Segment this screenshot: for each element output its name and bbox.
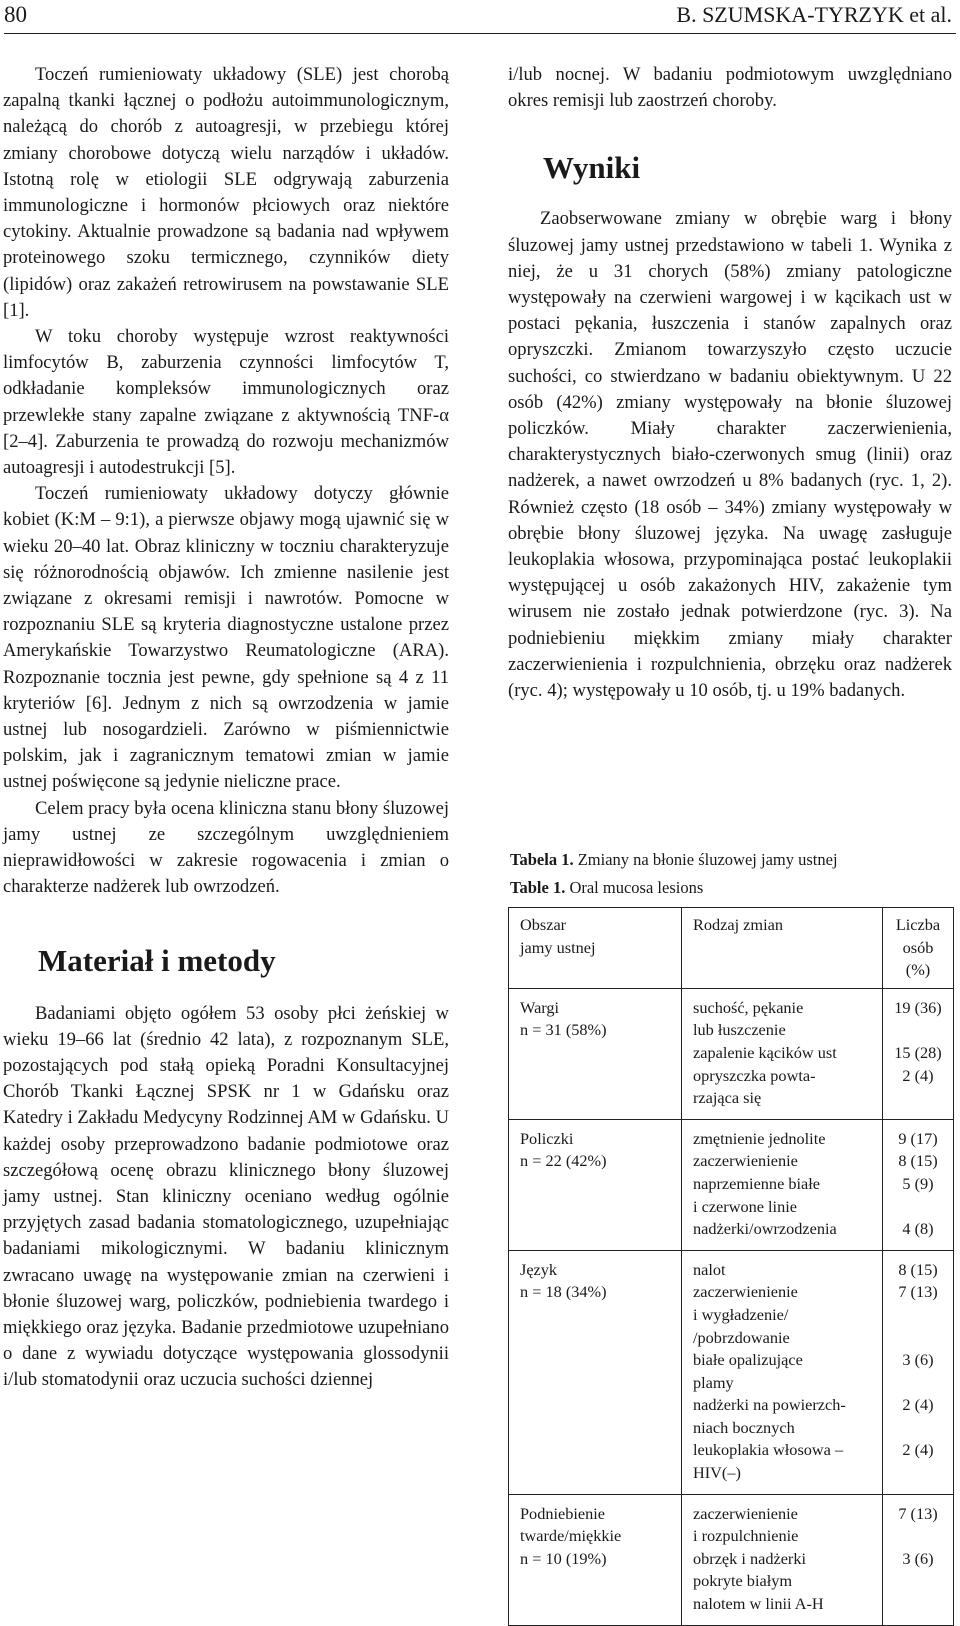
area-line: Język (520, 1259, 558, 1279)
type-line: zaczerwienienie (693, 1282, 798, 1302)
type-line: /pobrzdowanie (693, 1327, 790, 1347)
area-line: n = 10 (19%) (520, 1548, 607, 1568)
type-line: niach bocznych (693, 1417, 795, 1437)
continuation-paragraph: i/lub nocnej. W badaniu podmiotowym uwzględniano okres remisji lub zaostrzeń choroby. (508, 64, 952, 112)
type-line: pokryte białym (693, 1571, 793, 1591)
count-line (889, 1019, 947, 1042)
count-line (889, 1570, 947, 1593)
count-line (889, 1196, 947, 1219)
table-caption-en-text: Oral mucosa lesions (569, 878, 704, 897)
type-line: obrzęk i nadżerki (693, 1548, 807, 1568)
header-area (509, 908, 682, 989)
table-caption-en (510, 874, 950, 902)
count-line: 8 (15) (898, 1151, 938, 1171)
cell-types (682, 1494, 883, 1625)
table-caption-pl-label: Tabela 1. (510, 850, 574, 869)
page-number: 80 (4, 2, 27, 27)
type-line: i wygładzenie/ (693, 1304, 789, 1324)
area-line: Policzki (520, 1128, 574, 1148)
type-line: nadżerki/owrzodzenia (693, 1219, 837, 1239)
count-line (889, 1462, 947, 1485)
cell-area (509, 1119, 682, 1250)
table-header-row (509, 908, 954, 989)
cell-types (682, 1250, 883, 1494)
count-line: 9 (17) (898, 1128, 938, 1148)
count-line (889, 1327, 947, 1350)
count-line: 19 (36) (894, 997, 942, 1017)
header-type-text: Rodzaj zmian (693, 915, 783, 934)
left-column (3, 62, 449, 1394)
type-line: i rozpulchnienie (693, 1526, 799, 1546)
type-line: nalot (693, 1259, 726, 1279)
methods-paragraph: Badaniami objęto ogółem 53 osoby płci żeńskiej w wieku 19–66 lat (średnio 42 lata), z rozpoznanym SLE, pozostających pod stałą opieką Poradni Konsultacyjnej Chorób Tkanki Łącznej SPSK nr 1 w Gdańsku oraz Katedry i Zakładu Medycyny Rodzinnej AM w Gdańsku. U każdej osoby przeprowadzono badanie podmiotowe oraz szczegółową ocenę obrazu klinicznego błony śluzowej jamy ustnej. Stan kliniczny oceniano według ogólnie przyjętych zasad badania stomatologicznego, uzupełniając badaniami mikologicznymi. W badaniu klinicznym zwracano uwagę na występowanie zmian na czerwieni i błonie śluzowej warg, policzków, podniebienia twardego i miękkiego oraz języka. Badanie przedmiotowe uzupełniano o dane z wywiadu dotyczące występowania glossodynii i/lub stomatodynii oraz uczucia suchości dziennej (3, 1002, 449, 1391)
type-line: rzająca się (693, 1088, 762, 1108)
count-line: 7 (13) (898, 1282, 938, 1302)
table-row (509, 1494, 954, 1625)
table-caption (510, 846, 950, 902)
count-line (889, 1417, 947, 1440)
type-line: zaczerwienienie (693, 1503, 798, 1523)
cell-counts (883, 988, 954, 1119)
table-caption-pl-text: Zmiany na błonie śluzowej jamy ustnej (577, 850, 838, 869)
methods-heading: Materiał i metody (38, 942, 276, 978)
header-type (682, 908, 883, 989)
area-line: twarde/miękkie (520, 1526, 622, 1546)
count-line: 3 (6) (902, 1350, 934, 1370)
table-row (509, 1119, 954, 1250)
count-line: 15 (28) (894, 1042, 942, 1062)
header-count (883, 908, 954, 989)
count-line (889, 1372, 947, 1395)
count-line (889, 1304, 947, 1327)
table-caption-en-label: Table 1. (510, 878, 566, 897)
header-count-line: Liczba (895, 915, 941, 934)
area-line: Wargi (520, 997, 560, 1017)
cell-types (682, 988, 883, 1119)
table-row (509, 1250, 954, 1494)
table-caption-pl (510, 846, 950, 874)
type-line: i czerwone linie (693, 1196, 797, 1216)
type-line: zaczerwienienie (693, 1151, 798, 1171)
count-line: 3 (6) (902, 1548, 934, 1568)
type-line: opryszczka powta- (693, 1065, 816, 1085)
area-line: n = 22 (42%) (520, 1151, 607, 1171)
cell-counts (883, 1119, 954, 1250)
cell-counts (883, 1250, 954, 1494)
results-heading: Wyniki (543, 150, 641, 186)
intro-paragraph-4: Celem pracy była ocena kliniczna stanu błony śluzowej jamy ustnej ze szczególnym uwzględnieniem nieprawidłowości w zakresie rogowacenia i zmian o charakterze nadżerek lub owrzodzeń. (3, 797, 449, 898)
count-line: 2 (4) (902, 1395, 934, 1415)
cell-types (682, 1119, 883, 1250)
intro-paragraph-3: Toczeń rumieniowaty układowy dotyczy głównie kobiet (K:M – 9:1), a pierwsze objawy mogą ujawnić się w wieku 20–40 lat. Obraz kliniczny w toczniu charakteryzuje się różnorodnością objawów. Ich zmienne nasilenie jest związane z okresami remisji i nawrotów. Pomocne w rozpoznaniu SLE są kryteria diagnostyczne ustalone przez Amerykańskie Towarzystwo Reumatologiczne (ARA). Rozpoznanie tocznia jest pewne, gdy spełnione są 4 z 11 kryteriów [6]. Jednym z nich są owrzodzenia w jamie ustnej lub nosogardzieli. Zarówno w piśmiennictwie polskim, jak i zagranicznym tematowi zmian w jamie ustnej poświęcone są jedynie nieliczne prace. (3, 483, 449, 793)
intro-paragraph-1: Toczeń rumieniowaty układowy (SLE) jest chorobą zapalną tkanki łącznej o podłożu autoimmunologicznym, należącą do chorób z autoagresji, w przebiegu której zmiany chorobowe dotyczą wielu narządów i układów. Istotną rolę w etiologii SLE odgrywają zaburzenia immunologiczne i hormonów płciowych oraz niektóre cytokiny. Aktualnie prowadzone są badania nad wpływem proteinowego szoku termicznego, czynników diety (lipidów) oraz zakażeń retrowirusem na powstawanie SLE [1]. (3, 64, 449, 321)
type-line: zmętnienie jednolite (693, 1128, 826, 1148)
count-line: 8 (15) (898, 1259, 938, 1279)
count-line: 2 (4) (902, 1065, 934, 1085)
table-row (509, 988, 954, 1119)
right-column (508, 62, 952, 704)
count-line (889, 1525, 947, 1548)
cell-counts (883, 1494, 954, 1625)
count-line (889, 1593, 947, 1616)
type-line: zapalenie kącików ust (693, 1042, 837, 1062)
type-line: plamy (693, 1372, 734, 1392)
running-header-authors: B. SZUMSKA-TYRZYK et al. (676, 2, 952, 27)
cell-area (509, 1494, 682, 1625)
header-rule (4, 33, 956, 34)
type-line: suchość, pękanie (693, 997, 804, 1017)
count-line: 2 (4) (902, 1440, 934, 1460)
area-line: Podniebienie (520, 1503, 606, 1523)
count-line (889, 1087, 947, 1110)
type-line: lub łuszczenie (693, 1020, 786, 1040)
oral-lesions-table (508, 907, 954, 1626)
type-line: leukoplakia włosowa – (693, 1440, 844, 1460)
type-line: nalotem w linii A-H (693, 1594, 824, 1614)
header-area-line: Obszar (520, 915, 567, 934)
count-line: 5 (9) (902, 1173, 934, 1193)
cell-area (509, 988, 682, 1119)
area-line: n = 31 (58%) (520, 1020, 607, 1040)
count-line: 7 (13) (898, 1503, 938, 1523)
header-count-line: osób (%) (902, 937, 934, 980)
type-line: białe opalizujące (693, 1350, 803, 1370)
type-line: nadżerki na powierzch- (693, 1395, 846, 1415)
cell-area (509, 1250, 682, 1494)
type-line: HIV(–) (693, 1463, 741, 1483)
type-line: naprzemienne białe (693, 1173, 821, 1193)
count-line: 4 (8) (902, 1219, 934, 1239)
intro-paragraph-2: W toku choroby występuje wzrost reaktywności limfocytów B, zaburzenia czynności limfocytów T, odkładanie kompleksów immunologicznych oraz przewlekłe stany zapalne związane z aktywnością TNF-α [2–4]. Zaburzenia te prowadzą do rozwoju mechanizmów autoagresji i autodestrukcji [5]. (3, 326, 449, 479)
area-line: n = 18 (34%) (520, 1282, 607, 1302)
results-paragraph: Zaobserwowane zmiany w obrębie warg i błony śluzowej jamy ustnej przedstawiono w tabeli 1. Wynika z niej, że u 31 chorych (58%) zmiany patologiczne występowały na czerwieni wargowej i w kącikach ust w postaci pękania, łuszczenia i stanów zapalnych oraz opryszczki. Zmianom towarzyszyło często uczucie suchości, co stwierdzano w badaniu obiektywnym. U 22 osób (42%) zmiany występowały na błonie śluzowej policzków. Miały charakter zaczerwienienia, charakterystycznych biało-czerwonych smug (linii) oraz nadżerek, a nawet owrzodzeń u 8% badanych (ryc. 1, 2). Również często (18 osób – 34%) zmiany występowały w obrębie błony śluzowej języka. Na uwagę zasługuje leukoplakia włosowa, przypominająca postać leukoplakii występującej u osób zakażonych HIV, zakażenie tym wirusem nie zostało jednak potwierdzone (ryc. 3). Na podniebieniu miękkim zmiany miały charakter zaczerwienienia i rozpulchnienia, obrzęku oraz nadżerek (ryc. 4); występowały u 10 osób, tj. u 19% badanych. (508, 208, 952, 702)
header-area-line: jamy ustnej (520, 937, 596, 957)
